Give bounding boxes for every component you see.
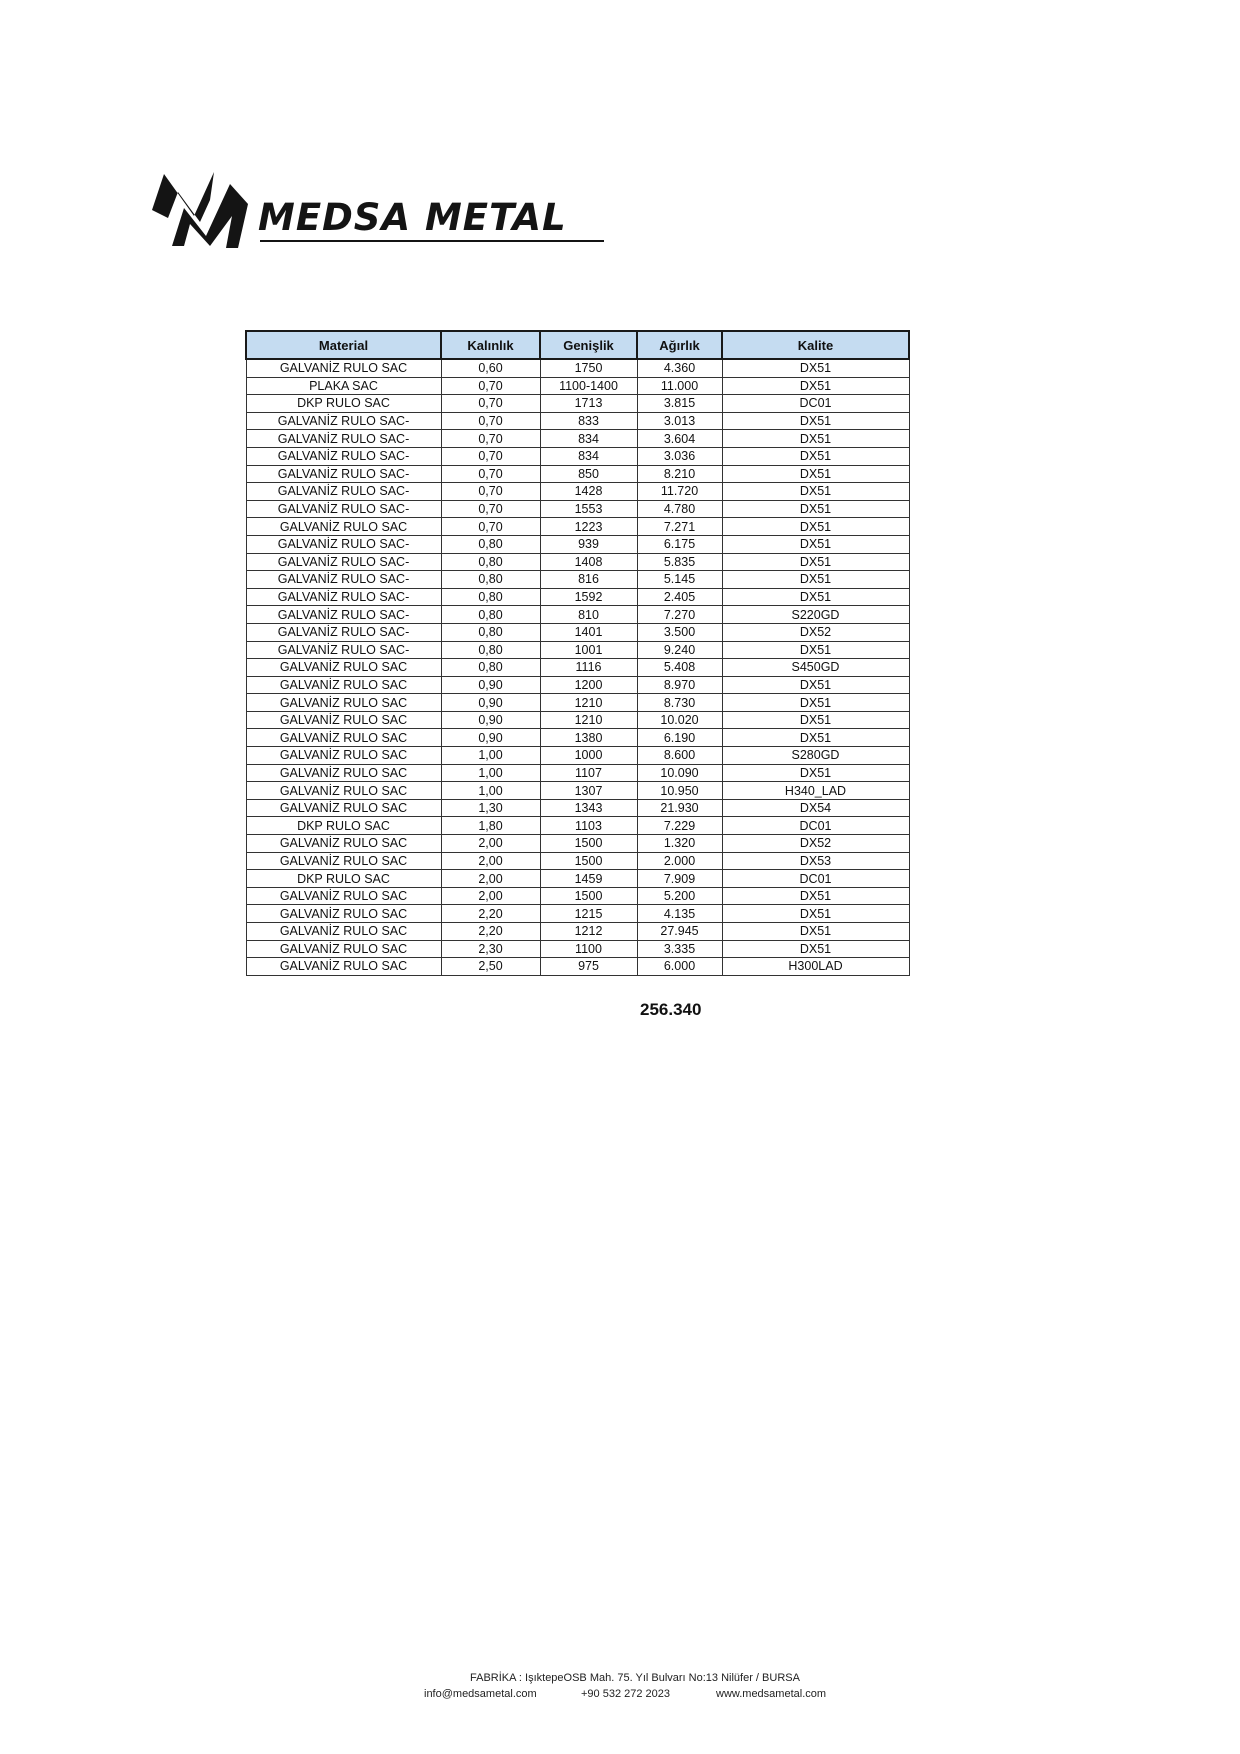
cell-material: GALVANİZ RULO SAC (246, 747, 441, 765)
table-row (246, 606, 909, 624)
table-row (246, 500, 909, 518)
table-row (246, 571, 909, 589)
cell-material: GALVANİZ RULO SAC (246, 799, 441, 817)
cell-kalite: DC01 (722, 395, 909, 413)
cell-kalinlik: 0,70 (441, 518, 540, 536)
cell-agirlik: 6.190 (637, 729, 722, 747)
cell-material: GALVANİZ RULO SAC (246, 835, 441, 853)
cell-agirlik: 5.145 (637, 571, 722, 589)
cell-material: GALVANİZ RULO SAC- (246, 500, 441, 518)
cell-genislik: 850 (540, 465, 637, 483)
cell-agirlik: 5.408 (637, 659, 722, 677)
cell-kalite: DX51 (722, 447, 909, 465)
cell-kalite: DX52 (722, 835, 909, 853)
table-body (246, 359, 909, 975)
header-kalinlik: Kalınlık (441, 331, 540, 359)
cell-genislik: 1116 (540, 659, 637, 677)
cell-genislik: 1592 (540, 588, 637, 606)
cell-kalite: S220GD (722, 606, 909, 624)
cell-genislik: 1100 (540, 940, 637, 958)
cell-material: DKP RULO SAC (246, 870, 441, 888)
table-row (246, 747, 909, 765)
brand-name: MEDSA METAL (258, 196, 567, 239)
table-row (246, 641, 909, 659)
table-header-row (246, 331, 909, 359)
table-row (246, 799, 909, 817)
cell-agirlik: 8.730 (637, 694, 722, 712)
cell-genislik: 1100-1400 (540, 377, 637, 395)
cell-kalinlik: 0,90 (441, 676, 540, 694)
cell-material: DKP RULO SAC (246, 395, 441, 413)
cell-material: GALVANİZ RULO SAC (246, 923, 441, 941)
table-row (246, 711, 909, 729)
cell-material: GALVANİZ RULO SAC- (246, 430, 441, 448)
cell-kalinlik: 2,30 (441, 940, 540, 958)
cell-agirlik: 2.000 (637, 852, 722, 870)
cell-kalinlik: 0,80 (441, 553, 540, 571)
cell-kalinlik: 0,70 (441, 465, 540, 483)
table-row (246, 694, 909, 712)
cell-material: GALVANİZ RULO SAC (246, 764, 441, 782)
cell-agirlik: 1.320 (637, 835, 722, 853)
cell-agirlik: 10.090 (637, 764, 722, 782)
cell-kalinlik: 0,90 (441, 711, 540, 729)
cell-genislik: 833 (540, 412, 637, 430)
cell-agirlik: 4.135 (637, 905, 722, 923)
table-row (246, 447, 909, 465)
cell-material: GALVANİZ RULO SAC (246, 940, 441, 958)
cell-material: GALVANİZ RULO SAC- (246, 623, 441, 641)
cell-genislik: 939 (540, 535, 637, 553)
cell-material: GALVANİZ RULO SAC- (246, 412, 441, 430)
cell-genislik: 1000 (540, 747, 637, 765)
table-row (246, 483, 909, 501)
table-row (246, 465, 909, 483)
footer-email[interactable]: info@medsametal.com (424, 1688, 537, 1700)
footer-address: FABRİKA : IşıktepeOSB Mah. 75. Yıl Bulvarı No:13 Nilüfer / BURSA (470, 1672, 800, 1684)
cell-kalinlik: 2,20 (441, 923, 540, 941)
cell-kalinlik: 2,00 (441, 852, 540, 870)
cell-kalinlik: 0,70 (441, 395, 540, 413)
cell-material: GALVANİZ RULO SAC (246, 782, 441, 800)
table-row (246, 377, 909, 395)
cell-kalite: H340_LAD (722, 782, 909, 800)
header-material: Material (246, 331, 441, 359)
cell-agirlik: 11.000 (637, 377, 722, 395)
table-row (246, 518, 909, 536)
table-row (246, 535, 909, 553)
table-row (246, 395, 909, 413)
table-row (246, 553, 909, 571)
cell-agirlik: 3.604 (637, 430, 722, 448)
table-row (246, 940, 909, 958)
cell-agirlik: 2.405 (637, 588, 722, 606)
cell-kalinlik: 0,70 (441, 377, 540, 395)
table-row (246, 676, 909, 694)
cell-agirlik: 5.200 (637, 887, 722, 905)
cell-genislik: 1500 (540, 887, 637, 905)
footer-phone: +90 532 272 2023 (581, 1688, 671, 1700)
cell-agirlik: 7.270 (637, 606, 722, 624)
cell-kalite: DX51 (722, 553, 909, 571)
cell-genislik: 975 (540, 958, 637, 976)
cell-kalite: DX51 (722, 571, 909, 589)
table-row (246, 359, 909, 377)
cell-genislik: 1713 (540, 395, 637, 413)
cell-kalinlik: 0,70 (441, 447, 540, 465)
table-row (246, 764, 909, 782)
cell-kalinlik: 1,30 (441, 799, 540, 817)
cell-material: GALVANİZ RULO SAC- (246, 483, 441, 501)
cell-kalite: DX53 (722, 852, 909, 870)
stock-table (245, 330, 910, 976)
cell-material: GALVANİZ RULO SAC- (246, 447, 441, 465)
cell-kalinlik: 0,70 (441, 500, 540, 518)
cell-agirlik: 7.909 (637, 870, 722, 888)
cell-genislik: 834 (540, 447, 637, 465)
cell-genislik: 1500 (540, 852, 637, 870)
cell-kalinlik: 1,00 (441, 747, 540, 765)
table-row (246, 870, 909, 888)
cell-genislik: 1428 (540, 483, 637, 501)
table-row (246, 817, 909, 835)
cell-genislik: 1553 (540, 500, 637, 518)
cell-genislik: 1103 (540, 817, 637, 835)
cell-kalite: DX51 (722, 887, 909, 905)
cell-genislik: 816 (540, 571, 637, 589)
table-row (246, 958, 909, 976)
table-row (246, 905, 909, 923)
table-row (246, 782, 909, 800)
footer-website[interactable]: www.medsametal.com (716, 1688, 827, 1700)
cell-kalinlik: 0,80 (441, 659, 540, 677)
cell-genislik: 1343 (540, 799, 637, 817)
cell-genislik: 1212 (540, 923, 637, 941)
cell-kalinlik: 0,60 (441, 359, 540, 377)
cell-agirlik: 6.175 (637, 535, 722, 553)
cell-agirlik: 3.815 (637, 395, 722, 413)
cell-genislik: 1408 (540, 553, 637, 571)
cell-agirlik: 8.210 (637, 465, 722, 483)
cell-material: PLAKA SAC (246, 377, 441, 395)
cell-agirlik: 4.360 (637, 359, 722, 377)
cell-agirlik: 27.945 (637, 923, 722, 941)
cell-kalinlik: 0,80 (441, 571, 540, 589)
cell-material: GALVANİZ RULO SAC (246, 905, 441, 923)
cell-material: GALVANİZ RULO SAC- (246, 553, 441, 571)
table-row (246, 729, 909, 747)
table-row (246, 588, 909, 606)
cell-material: GALVANİZ RULO SAC (246, 694, 441, 712)
cell-genislik: 810 (540, 606, 637, 624)
cell-material: DKP RULO SAC (246, 817, 441, 835)
cell-kalite: DX51 (722, 412, 909, 430)
table-row (246, 835, 909, 853)
cell-kalite: DX51 (722, 535, 909, 553)
cell-kalinlik: 0,70 (441, 412, 540, 430)
cell-agirlik: 4.780 (637, 500, 722, 518)
header-genislik: Genişlik (540, 331, 637, 359)
total-weight: 256.340 (640, 1000, 702, 1019)
cell-kalite: DX51 (722, 359, 909, 377)
cell-kalite: DX51 (722, 905, 909, 923)
cell-agirlik: 5.835 (637, 553, 722, 571)
cell-kalinlik: 0,80 (441, 606, 540, 624)
cell-kalite: DC01 (722, 817, 909, 835)
table-row (246, 852, 909, 870)
table-row (246, 923, 909, 941)
cell-genislik: 1001 (540, 641, 637, 659)
cell-kalinlik: 0,70 (441, 483, 540, 501)
cell-kalite: DX51 (722, 377, 909, 395)
cell-kalinlik: 0,80 (441, 588, 540, 606)
header-kalite: Kalite (722, 331, 909, 359)
cell-material: GALVANİZ RULO SAC- (246, 588, 441, 606)
cell-kalite: DX51 (722, 923, 909, 941)
cell-kalinlik: 1,00 (441, 782, 540, 800)
cell-agirlik: 3.335 (637, 940, 722, 958)
cell-kalinlik: 0,80 (441, 641, 540, 659)
cell-material: GALVANİZ RULO SAC (246, 958, 441, 976)
cell-kalinlik: 2,00 (441, 887, 540, 905)
cell-kalite: DX51 (722, 518, 909, 536)
cell-agirlik: 7.229 (637, 817, 722, 835)
cell-kalinlik: 0,80 (441, 623, 540, 641)
cell-kalinlik: 1,80 (441, 817, 540, 835)
table-row (246, 412, 909, 430)
cell-agirlik: 8.600 (637, 747, 722, 765)
cell-material: GALVANİZ RULO SAC (246, 518, 441, 536)
cell-kalinlik: 0,90 (441, 729, 540, 747)
cell-material: GALVANİZ RULO SAC- (246, 535, 441, 553)
cell-genislik: 1215 (540, 905, 637, 923)
cell-material: GALVANİZ RULO SAC- (246, 606, 441, 624)
cell-kalite: DX51 (722, 465, 909, 483)
cell-genislik: 1380 (540, 729, 637, 747)
cell-kalite: DX51 (722, 500, 909, 518)
cell-genislik: 1107 (540, 764, 637, 782)
cell-kalite: DX51 (722, 676, 909, 694)
cell-material: GALVANİZ RULO SAC (246, 359, 441, 377)
cell-material: GALVANİZ RULO SAC (246, 729, 441, 747)
cell-agirlik: 9.240 (637, 641, 722, 659)
company-logo (150, 170, 610, 260)
cell-kalite: DX51 (722, 588, 909, 606)
cell-kalite: DX51 (722, 430, 909, 448)
cell-kalite: DX51 (722, 729, 909, 747)
cell-kalite: S450GD (722, 659, 909, 677)
cell-kalite: H300LAD (722, 958, 909, 976)
cell-kalinlik: 0,70 (441, 430, 540, 448)
cell-genislik: 1223 (540, 518, 637, 536)
mm-monogram-icon (150, 170, 250, 250)
table-row (246, 659, 909, 677)
cell-genislik: 1307 (540, 782, 637, 800)
cell-kalite: DX51 (722, 940, 909, 958)
cell-genislik: 1750 (540, 359, 637, 377)
table-row (246, 430, 909, 448)
cell-kalite: DX51 (722, 764, 909, 782)
cell-kalinlik: 0,80 (441, 535, 540, 553)
cell-kalite: S280GD (722, 747, 909, 765)
cell-kalinlik: 2,00 (441, 870, 540, 888)
cell-agirlik: 10.950 (637, 782, 722, 800)
cell-kalite: DX51 (722, 641, 909, 659)
cell-genislik: 1210 (540, 694, 637, 712)
cell-agirlik: 7.271 (637, 518, 722, 536)
cell-material: GALVANİZ RULO SAC (246, 659, 441, 677)
cell-kalite: DX52 (722, 623, 909, 641)
cell-kalinlik: 1,00 (441, 764, 540, 782)
brand-underline (260, 240, 604, 242)
cell-agirlik: 10.020 (637, 711, 722, 729)
cell-agirlik: 3.036 (637, 447, 722, 465)
cell-agirlik: 11.720 (637, 483, 722, 501)
table-row (246, 623, 909, 641)
cell-agirlik: 8.970 (637, 676, 722, 694)
cell-kalite: DX54 (722, 799, 909, 817)
cell-agirlik: 3.013 (637, 412, 722, 430)
cell-material: GALVANİZ RULO SAC- (246, 465, 441, 483)
cell-genislik: 1401 (540, 623, 637, 641)
cell-kalite: DX51 (722, 483, 909, 501)
cell-kalinlik: 2,20 (441, 905, 540, 923)
cell-agirlik: 3.500 (637, 623, 722, 641)
cell-agirlik: 21.930 (637, 799, 722, 817)
cell-kalinlik: 2,00 (441, 835, 540, 853)
cell-kalite: DC01 (722, 870, 909, 888)
cell-kalinlik: 0,90 (441, 694, 540, 712)
cell-material: GALVANİZ RULO SAC- (246, 641, 441, 659)
cell-kalite: DX51 (722, 694, 909, 712)
cell-genislik: 1210 (540, 711, 637, 729)
header-agirlik: Ağırlık (637, 331, 722, 359)
cell-material: GALVANİZ RULO SAC (246, 852, 441, 870)
cell-agirlik: 6.000 (637, 958, 722, 976)
cell-genislik: 1200 (540, 676, 637, 694)
cell-material: GALVANİZ RULO SAC- (246, 571, 441, 589)
cell-genislik: 834 (540, 430, 637, 448)
cell-genislik: 1500 (540, 835, 637, 853)
cell-material: GALVANİZ RULO SAC (246, 676, 441, 694)
cell-material: GALVANİZ RULO SAC (246, 887, 441, 905)
table-row (246, 887, 909, 905)
cell-kalite: DX51 (722, 711, 909, 729)
cell-kalinlik: 2,50 (441, 958, 540, 976)
cell-genislik: 1459 (540, 870, 637, 888)
cell-material: GALVANİZ RULO SAC (246, 711, 441, 729)
